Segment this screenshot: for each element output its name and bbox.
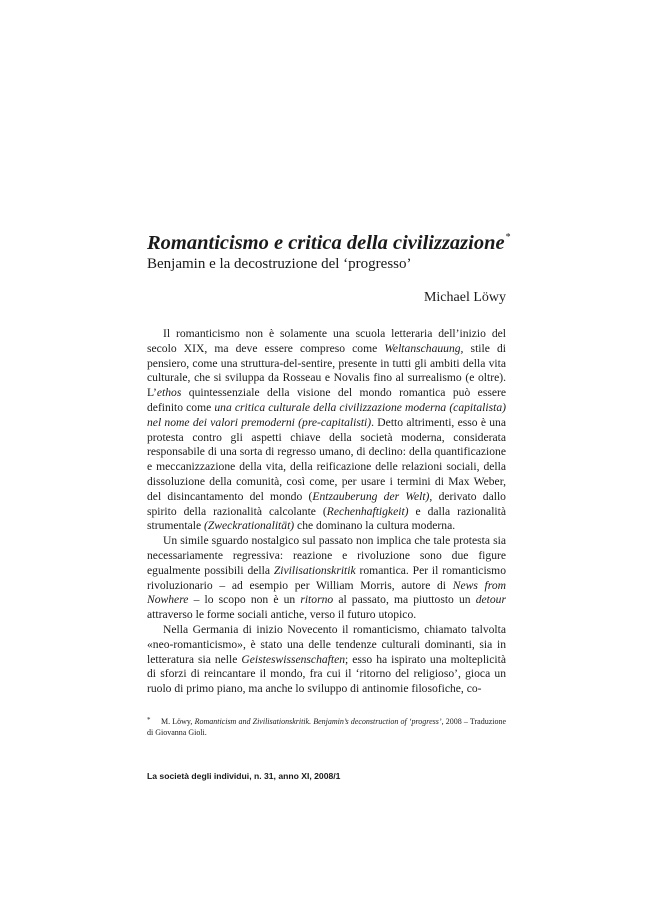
italic-span: ethos <box>156 386 182 400</box>
italic-span: una critica culturale della civilizzazione moderna (capitalista) nel nome dei valori premoderni (pre-capitalisti) <box>147 400 506 429</box>
article-subtitle: Benjamin e la decostruzione del ‘progresso’ <box>147 256 412 272</box>
text-span: e dalla razionalità strumentale <box>147 504 506 533</box>
text-span: , derivato dallo spirito della razionalità calcolante ( <box>147 489 506 518</box>
title-block <box>147 226 511 273</box>
text-span: Il romanticismo non è solamente una scuola letteraria dell’inizio del secolo <box>147 327 506 355</box>
text-span: che dominano la cultura moderna. <box>294 519 456 533</box>
text-span: Un simile sguardo nostalgico sul passato non implica che tale protesta sia necessariamente regressiva: reazione e rivoluzione sono due figure egualmente possibili della <box>147 534 506 577</box>
italic-span: Geisteswissenschaften <box>241 652 346 666</box>
text-span: attraverso le forme sociali antiche, verso il futuro utopico. <box>147 608 417 622</box>
text-span: ; esso ha ispirato una molteplicità di sforzi di reincantare il mondo, fra cui il ‘ritorno del religioso’, gioca un ruolo di primo piano, ma anche lo sviluppo di antinomie filosofiche, co- <box>147 652 506 696</box>
italic-span: Rechenhaftigkeit) <box>326 504 409 518</box>
author-name: Michael Löwy <box>423 290 506 305</box>
footnote-text <box>147 717 506 737</box>
article-title-text: Romanticismo e critica della civilizzazione <box>147 232 505 254</box>
body-paragraph-3 <box>147 623 506 697</box>
italic-span: Zivilisationskritik <box>273 563 356 577</box>
text-span: – lo scopo non è un <box>188 593 301 607</box>
italic-span: detour <box>475 593 506 607</box>
text-span: M. Löwy, <box>161 717 195 726</box>
footnote-marker: * <box>147 716 151 724</box>
text-span: stile di pensiero, come una struttura-del-sentire, presente in tutti gli ambiti della vita culturale, che si sviluppa da Rosseau e Novalis fino al surrealismo (e oltre). L’ <box>147 341 506 400</box>
text-span: romantica. Per il romanticismo rivoluzionario – ad esempio per William Morris, autore di <box>147 563 506 592</box>
title-footnote-marker: * <box>505 232 511 243</box>
italic-span: (Zweckrationalität) <box>203 519 295 533</box>
body-paragraph-2 <box>147 534 506 623</box>
text-span: Nella Germania di inizio Novecento il romanticismo, chiamato talvolta «neo-romanticismo», è stato una delle tendenze culturali dominanti, sia in letteratura sia nelle <box>147 622 506 666</box>
article-body <box>147 327 506 697</box>
italic-span: ritorno <box>300 593 334 607</box>
text-span: al passato, ma piuttosto un <box>333 593 476 607</box>
small-caps-span: XIX <box>183 341 205 355</box>
article-title <box>147 226 511 255</box>
italic-span: Weltanschauung, <box>384 341 464 355</box>
text-span: quintessenziale della visione del mondo romantica può essere definito come <box>147 386 506 414</box>
text-span: , 2008 – Traduzione di Giovanna Gioli. <box>147 717 507 737</box>
journal-citation: La società degli individui, n. 31, anno XI, 2008/1 <box>147 771 341 781</box>
text-span: . Detto altrimenti, esso è una protesta contro gli aspetti chiave della società moderna, considerata responsabile di una sorta di regresso umano, di declino: della quantificazione e meccanizzazione della vita, della reificazione delle relazioni sociali, della dissoluzione della comunità, così come, per usare i termini di Max Weber, del disincantamento del mondo ( <box>147 415 506 503</box>
italic-span: News from Nowhere <box>147 578 506 607</box>
footnote <box>147 715 506 738</box>
body-paragraph-1 <box>147 327 506 534</box>
text-span: , ma deve essere compreso come <box>204 341 385 355</box>
italic-span: Romanticism and Zivilisationskritik. Benjamin’s deconstruction of ‘progress’ <box>194 717 442 726</box>
italic-span: Entzauberung der Welt) <box>312 489 430 503</box>
